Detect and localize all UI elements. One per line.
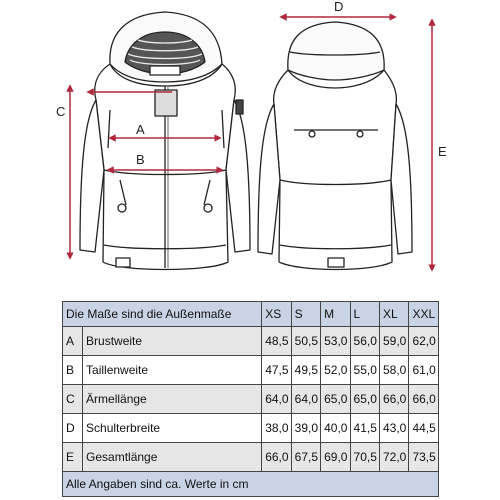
size-header-l: L (350, 302, 379, 327)
table-header-label: Die Maße sind die Außenmaße (63, 302, 262, 327)
size-header-s: S (291, 302, 320, 327)
row-value: 40,0 (321, 414, 350, 443)
jacket-back-view (258, 22, 412, 270)
row-name: Brustweite (83, 327, 262, 356)
table-footer-row (63, 472, 439, 497)
row-id: E (63, 443, 83, 472)
label-c: C (56, 104, 66, 119)
table-row (63, 327, 439, 356)
row-value: 52,0 (321, 356, 350, 385)
row-name: Ärmellänge (83, 385, 262, 414)
row-value: 65,0 (321, 385, 350, 414)
table-header-row (63, 302, 439, 327)
row-value: 66,0 (262, 443, 291, 472)
row-value: 69,0 (321, 443, 350, 472)
row-value: 39,0 (291, 414, 320, 443)
row-name: Gesamtlänge (83, 443, 262, 472)
size-header-xs: XS (262, 302, 291, 327)
row-value: 64,0 (262, 385, 291, 414)
label-e: E (438, 144, 447, 159)
row-value: 70,5 (350, 443, 379, 472)
row-value: 53,0 (321, 327, 350, 356)
table-row (63, 414, 439, 443)
row-value: 65,0 (350, 385, 379, 414)
row-value: 38,0 (262, 414, 291, 443)
row-value: 66,0 (409, 385, 439, 414)
row-name: Schulterbreite (83, 414, 262, 443)
row-value: 48,5 (262, 327, 291, 356)
row-value: 62,0 (409, 327, 439, 356)
row-value: 43,0 (380, 414, 409, 443)
label-b: B (136, 152, 145, 167)
row-value: 59,0 (380, 327, 409, 356)
jacket-front-view (80, 12, 250, 270)
row-value: 44,5 (409, 414, 439, 443)
row-value: 67,5 (291, 443, 320, 472)
label-d: D (334, 0, 344, 14)
size-header-xxl: XXL (409, 302, 439, 327)
row-value: 50,5 (291, 327, 320, 356)
row-id: A (63, 327, 83, 356)
row-value: 72,0 (380, 443, 409, 472)
row-value: 61,0 (409, 356, 439, 385)
row-id: B (63, 356, 83, 385)
row-value: 58,0 (380, 356, 409, 385)
table-row (63, 356, 439, 385)
size-header-m: M (321, 302, 350, 327)
row-value: 41,5 (350, 414, 379, 443)
label-a: A (136, 122, 145, 137)
row-value: 64,0 (291, 385, 320, 414)
row-value: 55,0 (350, 356, 379, 385)
size-header-xl: XL (380, 302, 409, 327)
row-name: Taillenweite (83, 356, 262, 385)
table-footer-note: Alle Angaben sind ca. Werte in cm (63, 472, 439, 497)
row-id: C (63, 385, 83, 414)
row-value: 73,5 (409, 443, 439, 472)
table-row (63, 385, 439, 414)
table-row (63, 443, 439, 472)
row-value: 47,5 (262, 356, 291, 385)
row-id: D (63, 414, 83, 443)
row-value: 56,0 (350, 327, 379, 356)
size-table (62, 301, 439, 497)
row-value: 66,0 (380, 385, 409, 414)
row-value: 49,5 (291, 356, 320, 385)
